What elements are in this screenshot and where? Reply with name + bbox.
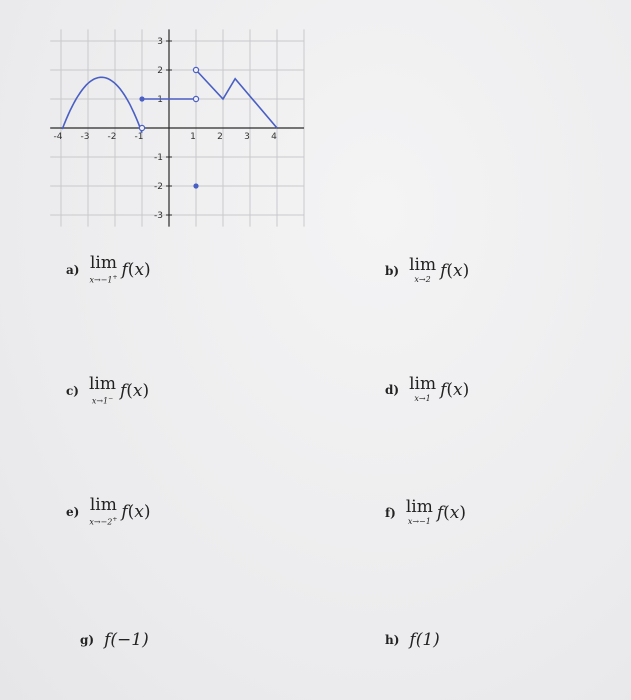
x-tick-label: -1: [134, 132, 144, 142]
lim-word: lim: [88, 374, 116, 394]
x-tick-label: 1: [190, 132, 196, 142]
y-tick-label: 2: [157, 66, 163, 76]
lim-word: lim: [409, 255, 437, 275]
x-tick-label: 2: [217, 132, 223, 142]
problem-f: [385, 499, 466, 526]
closed-point: [193, 183, 198, 188]
problem-c: [66, 376, 149, 406]
limit-operator: [89, 376, 116, 406]
problem-c-label: c): [66, 383, 79, 398]
function-expression: f(x): [121, 259, 151, 280]
y-tick-label: -1: [154, 153, 163, 163]
problem-d: [385, 376, 469, 403]
lim-word: lim: [89, 495, 117, 515]
function-expression: f(x): [440, 260, 470, 281]
y-tick-label: -3: [154, 211, 163, 221]
limit-operator: [89, 497, 117, 527]
y-tick-label: -2: [154, 182, 163, 192]
limit-operator: [406, 499, 433, 526]
y-tick-label: 3: [157, 37, 163, 47]
function-expression: f(x): [119, 380, 150, 401]
lim-word: lim: [409, 374, 437, 394]
problem-a-label: a): [66, 262, 80, 277]
y-tick-label: 1: [157, 95, 163, 105]
limit-subscript: x→−2+: [89, 516, 118, 527]
function-expression: f(x): [440, 379, 470, 400]
limit-operator: [89, 255, 117, 285]
x-tick-label: -3: [80, 132, 90, 142]
x-tick-label: -2: [107, 132, 117, 142]
lim-word: lim: [405, 497, 433, 517]
problem-d-label: d): [385, 382, 400, 397]
problem-b: [385, 257, 469, 284]
limit-subscript: x→−1+: [89, 274, 118, 285]
problem-g: [80, 630, 149, 650]
x-tick-label: 4: [271, 132, 277, 142]
problem-e: [66, 497, 151, 527]
open-point: [193, 67, 198, 72]
problem-g-label: g): [80, 633, 95, 647]
limit-subscript: x→−1: [407, 517, 431, 526]
problem-b-label: b): [385, 263, 400, 278]
x-tick-label: 3: [244, 132, 250, 142]
function-graph: [53, 20, 322, 221]
problem-f-label: f): [385, 505, 396, 520]
open-point: [139, 125, 144, 130]
problem-e-label: e): [66, 504, 80, 519]
problem-h: [385, 630, 440, 650]
limit-operator: [409, 257, 436, 284]
limit-operator: [409, 376, 436, 403]
function-value-expression: f(−1): [104, 630, 149, 650]
function-value-expression: f(1): [409, 630, 440, 650]
open-point: [193, 96, 198, 101]
problem-a: [66, 255, 151, 285]
problem-h-label: h): [385, 633, 400, 647]
limit-subscript: x→1−: [91, 395, 114, 406]
limit-subscript: x→2: [414, 275, 431, 284]
limit-subscript: x→1: [414, 394, 431, 403]
lim-word: lim: [89, 253, 117, 273]
curve-parabola: [62, 77, 142, 132]
function-expression: f(x): [436, 502, 467, 523]
function-expression: f(x): [121, 501, 151, 522]
x-tick-label: -4: [53, 132, 63, 142]
